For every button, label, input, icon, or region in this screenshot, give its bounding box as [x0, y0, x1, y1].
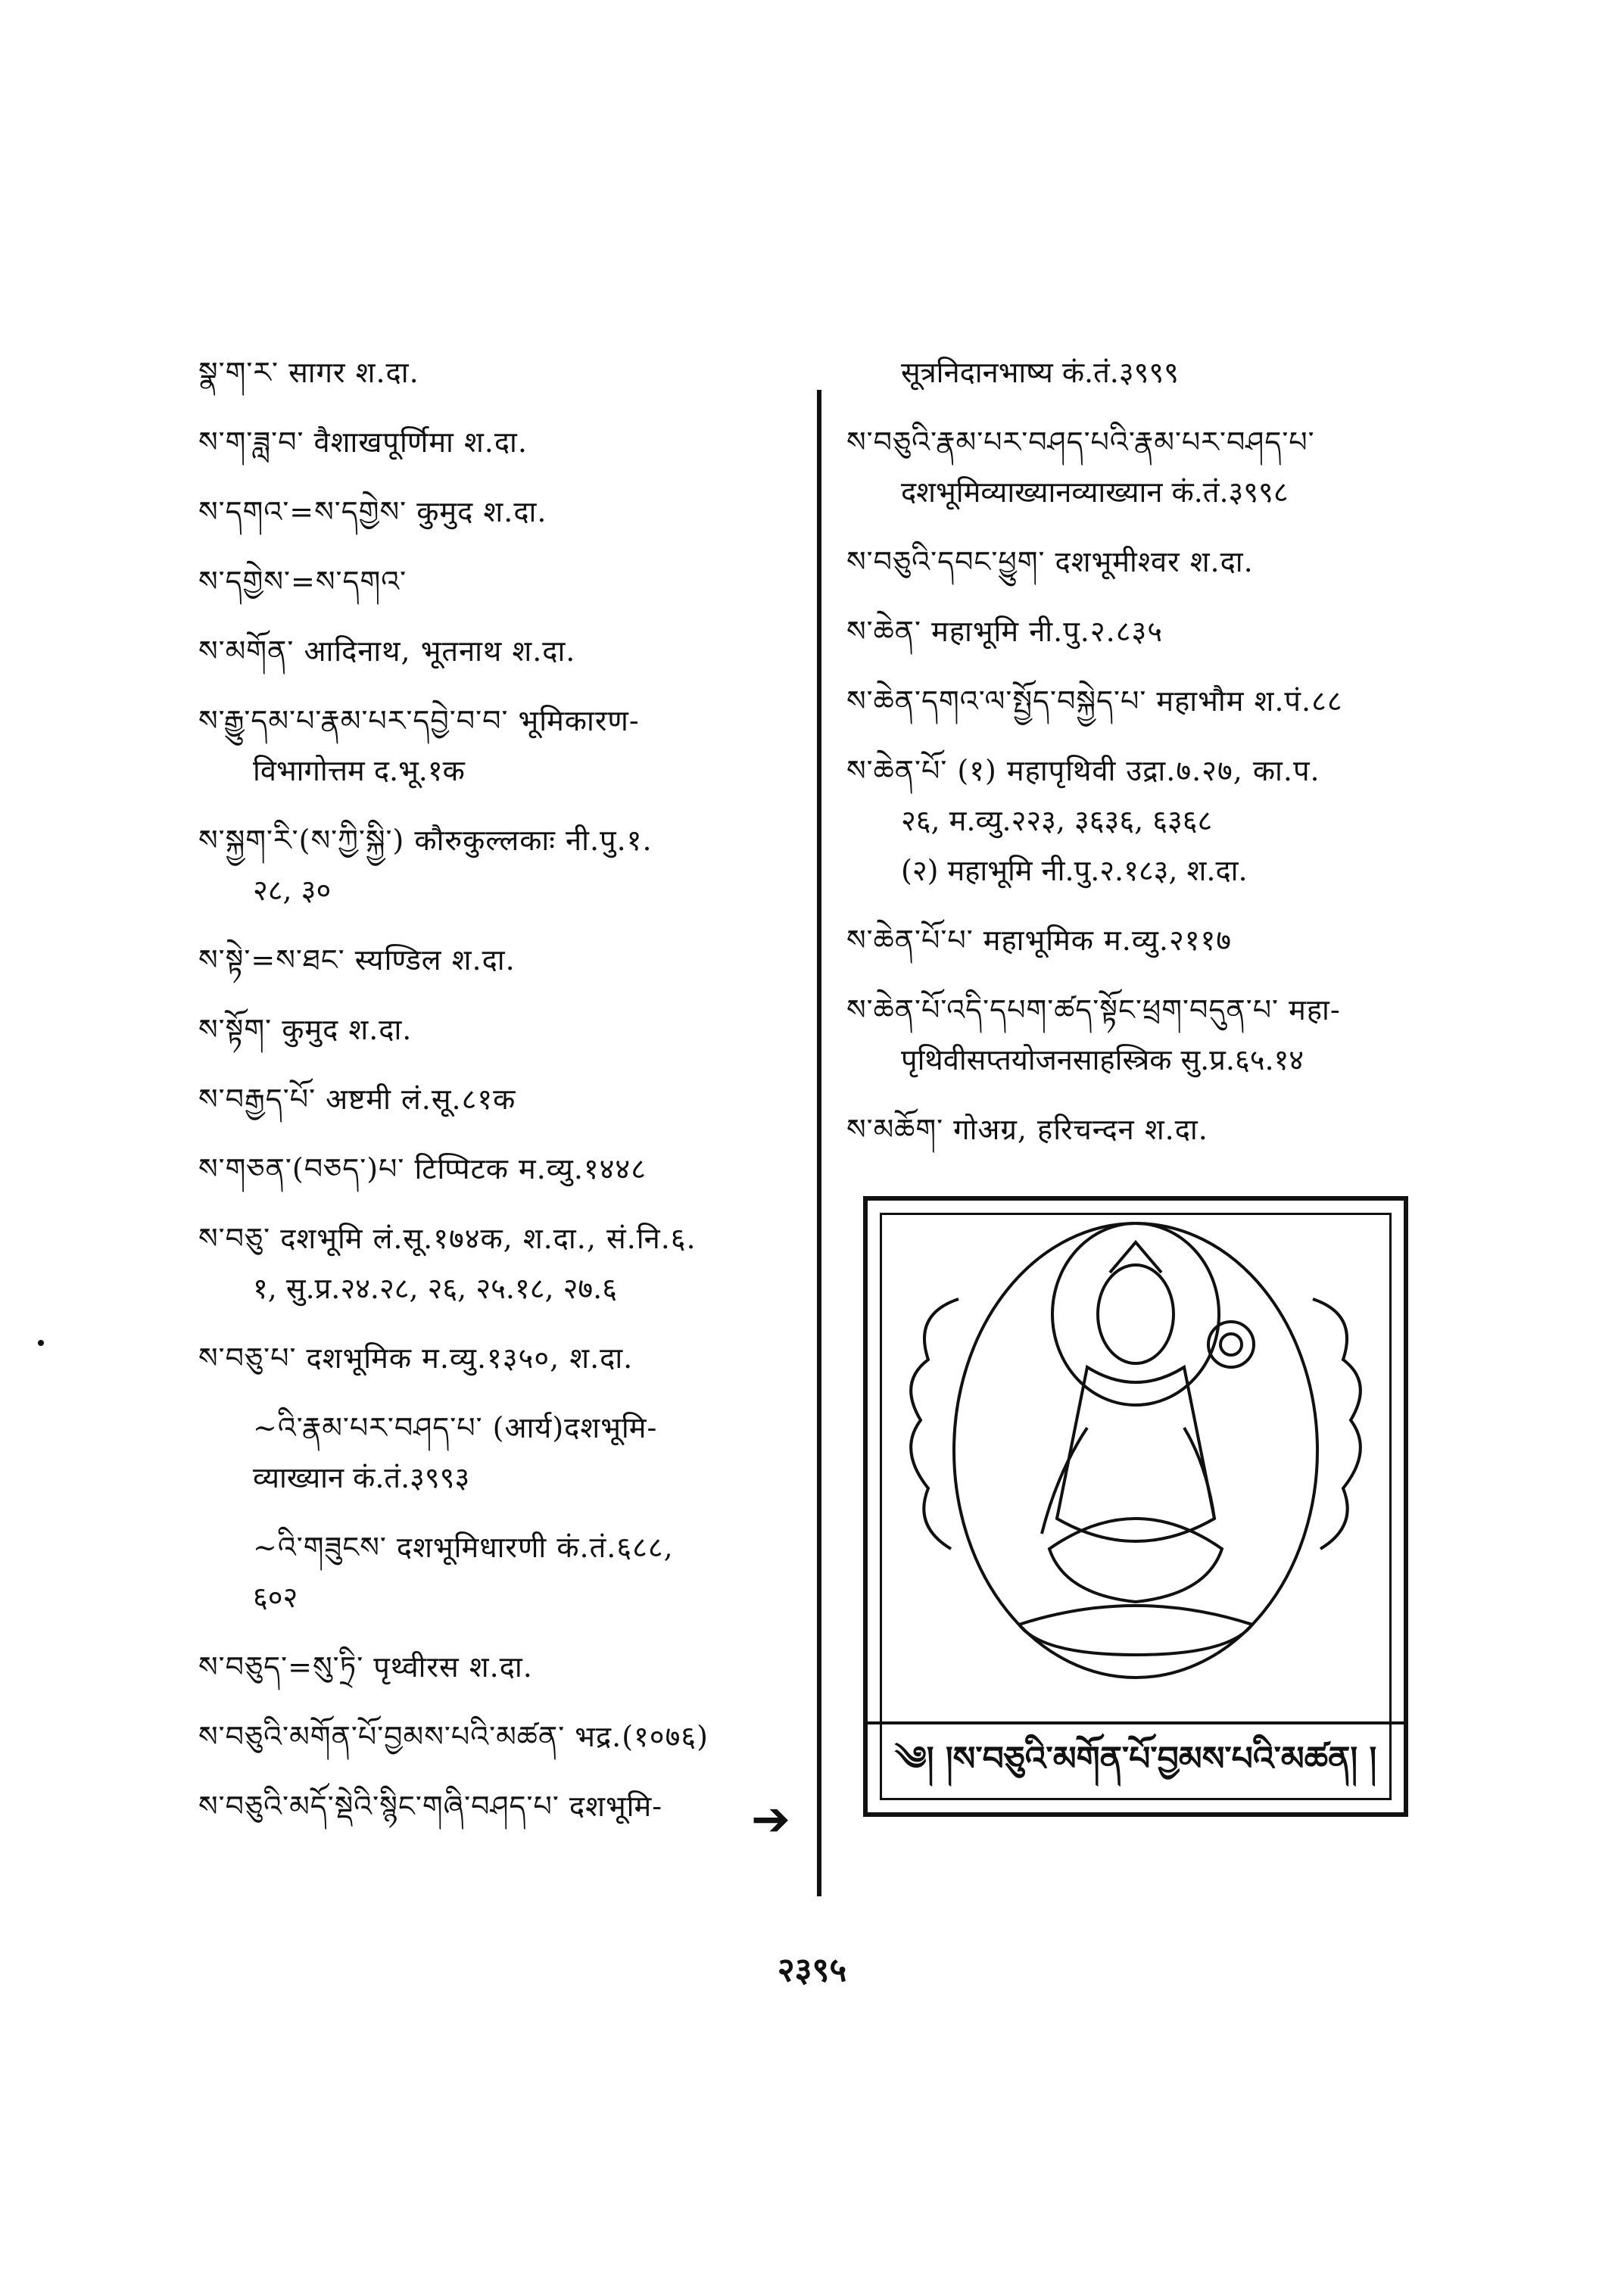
entry [198, 1650, 819, 1684]
entry-line: ~འི་རྣམ་པར་བཤད་པ་ (आर्य)दशभूमि- [253, 1411, 658, 1444]
entry-line: पृथिवीसप्तयोजनसाहस्त्रिक सु.प्र.६५.१४ [901, 1043, 1304, 1076]
entry-line: २६, म.व्यु.२२३, ३६३६, ६३६८ [901, 804, 1213, 837]
entry-line: ས་ཆེན་པོ་པ་ महाभूमिक म.व्यु.२११७ [846, 924, 1233, 957]
entry [198, 704, 819, 787]
speck-mark [38, 1340, 44, 1346]
entry [846, 993, 1475, 1076]
entry-line: ས་ཆེན་ महाभूमि नी.पु.२.८३५ [846, 615, 1163, 648]
entry-line: २८, ३० [253, 874, 332, 907]
entry [198, 1222, 819, 1305]
deity-illustration [863, 1196, 1408, 1817]
entry-line: १, सु.प्र.२४.२८, २६, २५.१८, २७.६ [253, 1272, 617, 1305]
entry-line: ས་ཆེན་དགའ་ལ་སྤྱོད་བསྐྱེད་པ་ महाभौम श.पं.८८ [846, 684, 1343, 718]
entry [198, 634, 819, 668]
entry [846, 924, 1475, 957]
entry-line: ६०२ [253, 1581, 298, 1614]
entry-line: ས་དགའ་=ས་དགྱེས་ कुमुद श.दा. [198, 495, 547, 528]
right-column [846, 356, 1475, 1182]
entry-line: सूत्रनिदानभाष्य कं.तं.३९९९ [901, 356, 1179, 389]
entry [198, 1083, 819, 1116]
entry-line: विभागोत्तम द.भू.१क [253, 754, 465, 787]
entry-line: (२) महाभूमि नी.पु.२.१८३, श.दा. [901, 854, 1248, 887]
entry-line: ས་རྒྱུ་དམ་པ་རྣམ་པར་དབྱེ་བ་བ་ भूमिकारण- [198, 704, 640, 737]
entry-line: ས་སྟེ་=ས་ཐང་ स्यण्डिल श.दा. [198, 943, 516, 977]
entry-line: ས་མཆོག་ गोअग्र, हरिचन्दन श.दा. [846, 1113, 1208, 1146]
entry-line: ས་བཅུ་པ་ दशभूमिक म.व्यु.१३५०, श.दा. [198, 1341, 634, 1375]
entry-line: སྣ་ག་ར་ सागर श.दा. [198, 356, 419, 389]
entry [846, 1113, 1475, 1146]
entry-line: व्याख्यान कं.तं.३९९३ [253, 1461, 470, 1494]
entry-line: ས་དགྱེས་=ས་དགའ་ [198, 565, 407, 598]
entry [198, 1531, 819, 1614]
illustration-caption: ༄། །ས་བཅུའི་མགོན་པོ་བྱམས་པའི་མཚན། ། [868, 1721, 1404, 1812]
entry-line: ས་མགོན་ आदिनाथ, भूतनाथ श.दा. [198, 634, 576, 668]
seated-figure-drawing [868, 1201, 1404, 1731]
entry [846, 684, 1475, 718]
entry-line: ས་བཅུད་=སུ་ཏྲི་ पृथ्वीरस श.दा. [198, 1650, 533, 1684]
entry [198, 495, 819, 528]
entry [198, 425, 819, 459]
entry-line: ས་སྐྱག་རི་(ས་ཀྱི་སྐྱི་) कौरुकुल्लकाः नी.पु.१. [198, 824, 653, 857]
column-divider [817, 390, 821, 1896]
entry [846, 545, 1475, 578]
entry-line: ས་བཅུའི་རྣམ་པར་བཤད་པའི་རྣམ་པར་བཤད་པ་ [846, 425, 1315, 459]
entry-line: दशभूमिव्याख्यानव्याख्यान कं.तं.३९९८ [901, 475, 1289, 509]
entry [198, 1013, 819, 1046]
entry-line: ས་བཅུ་ दशभूमि लं.सू.१७४क, श.दा., सं.नि.६. [198, 1222, 697, 1255]
entry [846, 754, 1475, 887]
entry-line: ས་བཅུའི་མགོན་པོ་བྱམས་པའི་མཚན་ भद्र.(१०७६) [198, 1720, 709, 1753]
entry [846, 615, 1475, 648]
arrow-right-icon: ➔ [751, 1791, 790, 1846]
entry-line: ས་གཅན་(བཅད་)པ་ टिप्पिटक म.व्यु.१४४८ [198, 1152, 647, 1185]
entry [198, 1790, 819, 1823]
entry [198, 565, 819, 598]
entry [198, 356, 819, 389]
entry [198, 1720, 819, 1753]
entry [198, 943, 819, 977]
entry-line: ས་སྟོག་ कुमुद श.दा. [198, 1013, 413, 1046]
entry [198, 1152, 819, 1185]
entry-line: ས་ག་ཟླ་བ་ वैशाखपूर्णिमा श.दा. [198, 425, 528, 459]
entry-line: ས་བཅུའི་མདོ་སྡེའི་སྙིང་གཞི་བཤད་པ་ दशभूमि- [198, 1790, 663, 1823]
page-number: २३९५ [777, 1951, 847, 1989]
entry-line: ~འི་གཟུངས་ दशभूमिधारणी कं.तं.६८८, [253, 1531, 674, 1564]
entry [198, 1341, 819, 1375]
entry-line: ས་བརྒྱད་པོ་ अष्टमी लं.सू.८१क [198, 1083, 516, 1116]
entry-line: ས་ཆེན་པོ་འདི་དཔག་ཚད་སྟོང་ཕྲག་བདུན་པ་ महा- [846, 993, 1341, 1027]
left-column [198, 356, 819, 1859]
entry [198, 824, 819, 907]
entry-line: ས་བཅུའི་དབང་ཕྱུག་ दशभूमीश्वर श.दा. [846, 545, 1254, 578]
entry-line: ས་ཆེན་པོ་ (१) महापृथिवी उद्रा.७.२७, का.प. [846, 754, 1320, 787]
entry [846, 425, 1475, 509]
entry [198, 1411, 819, 1494]
entry [846, 356, 1475, 389]
